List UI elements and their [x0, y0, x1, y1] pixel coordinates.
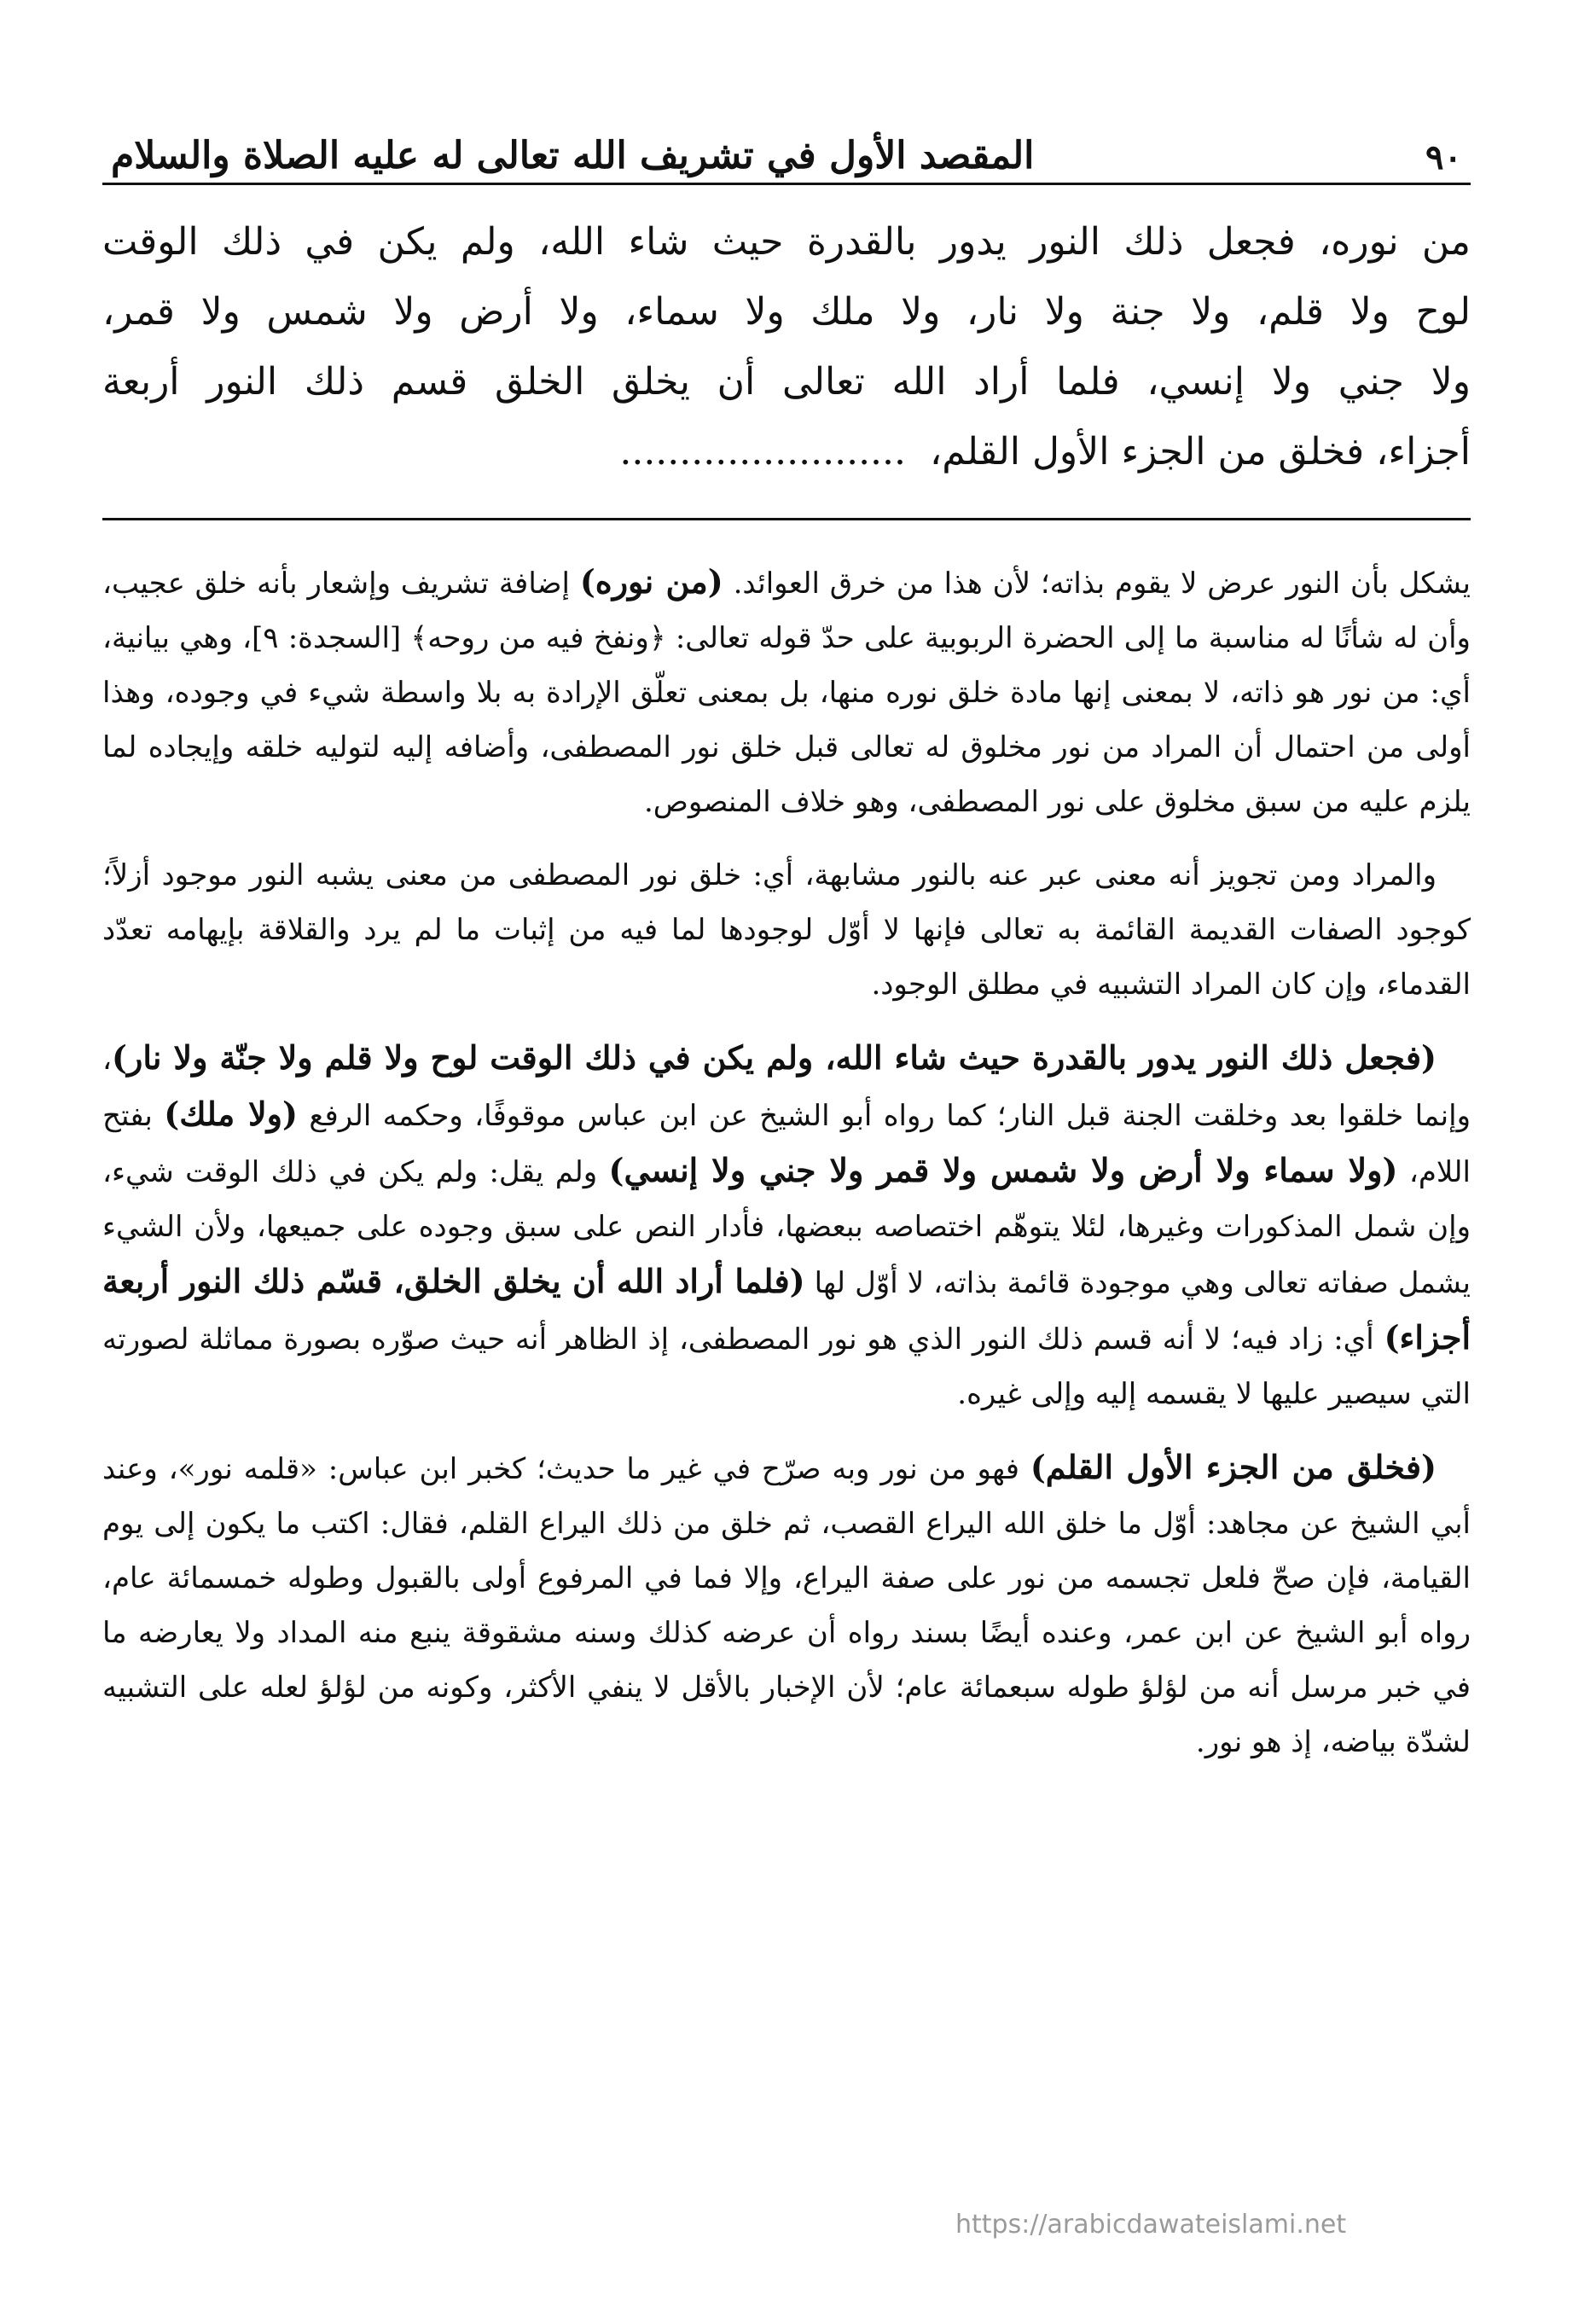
commentary-text: فهو من نور وبه صرّح في غير ما حديث؛ كخبر ابن عباس: «قلمه نور»، وعند أبي الشيخ عن مجاهد: أوّل ما خلق الله اليراع القصب، ثم خلق من ذلك اليراع القلم، فقال: اكتب ما يكون إلى يوم القيامة، فإن صحّ فلعل تجسمه من نور على صفة اليراع، وإلا فما في المرفوع أولى بالقبول وطوله خمسمائة عام، رواه أبو الشيخ عن ابن عمر، وعنده أيضًا بسند رواه أن عرضه كذلك وسنه مشقوقة ينبع منه المداد ولا يعارضه ما في خبر مرسل أنه من لؤلؤ طوله سبعمائة عام؛ لأن الإخبار بالأقل لا ينفي الأكثر، وكونه من لؤلؤ لعله على التشبيه لشدّة بياضه، إذ هو نور.	[102, 1452, 1471, 1759]
quoted-main-text: (ولا ملك)	[164, 1095, 298, 1133]
commentary-paragraph	[102, 1440, 1471, 1769]
commentary-paragraph	[102, 555, 1471, 829]
main-text-block	[102, 207, 1471, 487]
quoted-main-text: (من نوره)	[579, 562, 723, 601]
main-text-line: ولا جني ولا إنسي، فلما أراد الله تعالى أن يخلق الخلق قسم ذلك النور أربعة	[102, 360, 1471, 404]
commentary-paragraph	[102, 1031, 1471, 1421]
watermark-url: https://arabicdawateislami.net	[955, 2210, 1347, 2240]
quoted-main-text: (ولا سماء ولا أرض ولا شمس ولا قمر ولا جني ولا إنسي)	[608, 1151, 1398, 1189]
main-text-line-text: أجزاء، فخلق من الجزء الأول القلم،	[930, 430, 1471, 474]
commentary-text: ولم يقل: ولم يكن في ذلك الوقت شيء، وإن شمل المذكورات وغيرها، لئلا يتوهّم اختصاصه ببعضها، فأدار النص على سبق وجوده على جميعها، ولأن الشيء يشمل صفاته تعالى وهي موجودة قائمة بذاته، لا أوّل لها	[102, 1155, 1471, 1300]
main-text-line: من نوره، فجعل ذلك النور يدور بالقدرة حيث شاء الله، ولم يكن في ذلك الوقت	[102, 220, 1471, 264]
commentary-text: ، وإنما خلقوا بعد وخلقت الجنة قبل النار؛ كما رواه أبو الشيخ عن ابن عباس موقوفًا، وحكمه الرفع	[102, 1043, 1471, 1133]
page-header	[102, 111, 1471, 185]
commentary-paragraph: والمراد ومن تجويز أنه معنى عبر عنه بالنور مشابهة، أي: خلق نور المصطفى من معنى يشبه النور موجود أزلاً؛ كوجود الصفات القديمة القائمة به تعالى فإنها لا أوّل لوجودها لما فيه من إثبات ما لم يرد والقلاقة بإيهامه تعدّد القدماء، وإن كان المراد التشبيه في مطلق الوجود.	[102, 858, 1471, 1002]
commentary-block	[102, 555, 1471, 1769]
quoted-main-text: (فخلق من الجزء الأول القلم)	[1030, 1448, 1437, 1486]
running-title: المقصد الأول في تشريف الله تعالى له عليه الصلاة والسلام	[111, 134, 1035, 177]
main-text-line: لوح ولا قلم، ولا جنة ولا نار، ولا ملك ولا سماء، ولا أرض ولا شمس ولا قمر،	[102, 290, 1471, 334]
commentary-separator	[102, 518, 1471, 520]
commentary-text: إضافة تشريف وإشعار بأنه خلق عجيب، وأن له شأنًا له مناسبة ما إلى الحضرة الربوبية على حدّ قوله تعالى: ﴿ونفخ فيه من روحه﴾ [السجدة: ٩]، وهي بيانية، أي: من نور هو ذاته، لا بمعنى إنها مادة خلق نوره منها، بل بمعنى تعلّق الإرادة به بلا واسطة شيء في وجوده، وهذا أولى من احتمال أن المراد من نور مخلوق له تعالى قبل خلق نور المصطفى، وأضافه إليه لتوليه خلقه وإيجاده لما يلزم عليه من سبق مخلوق على نور المصطفى، وهو خلاف المنصوص.	[102, 566, 1471, 819]
commentary-text: يشكل بأن النور عرض لا يقوم بذاته؛ لأن هذا من خرق العوائد.	[723, 566, 1471, 601]
commentary-text: بفتح اللام،	[102, 1099, 1471, 1189]
commentary-text: أي: زاد فيه؛ لا أنه قسم ذلك النور الذي هو نور المصطفى، إذ الظاهر أنه حيث صوّره بصورة مماثلة لصورته التي سيصير عليها لا يقسمه إليه وإلى غيره.	[102, 1322, 1471, 1411]
page-number: ٩٠	[1425, 137, 1462, 177]
main-text-line	[102, 417, 1471, 487]
quoted-main-text: (فجعل ذلك النور يدور بالقدرة حيث شاء الله، ولم يكن في ذلك الوقت لوح ولا قلم ولا جنّة ولا نار)	[111, 1038, 1437, 1077]
ellipsis-dots: ........................	[619, 430, 907, 474]
quoted-main-text: (فلما أراد الله أن يخلق الخلق، قسّم ذلك النور أربعة أجزاء)	[102, 1262, 1471, 1357]
